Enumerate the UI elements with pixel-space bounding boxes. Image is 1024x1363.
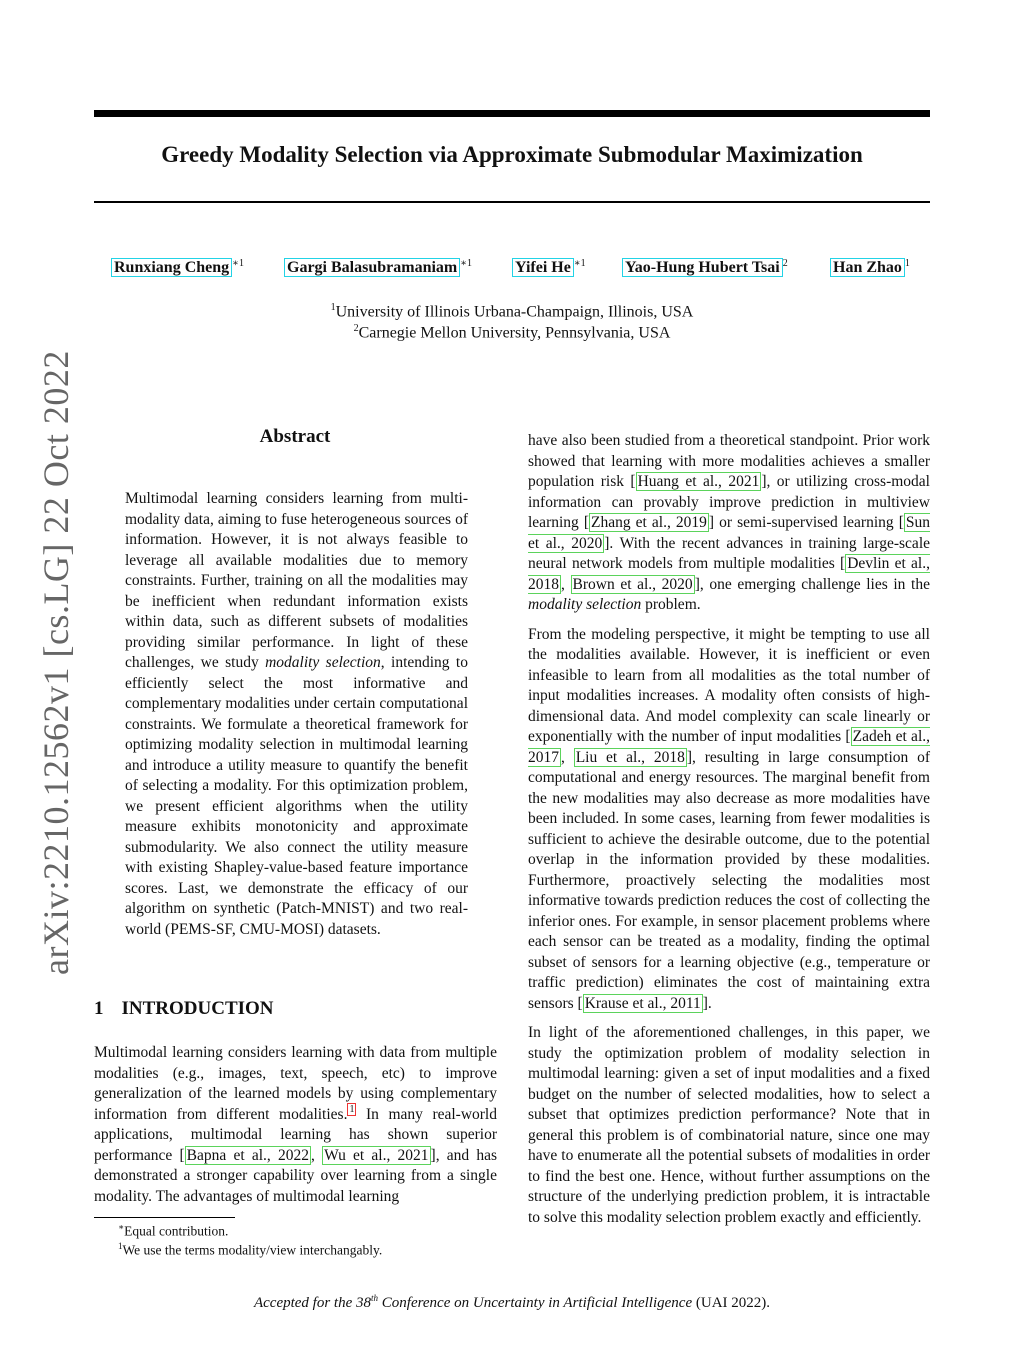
author-link[interactable]: Yao-Hung Hubert Tsai $^2$ (622, 258, 788, 277)
affiliation: $^1$University of Illinois Urbana-Champaign, Illinois, USA (330, 302, 694, 321)
title-top-rule (94, 110, 930, 117)
author-list (94, 258, 930, 284)
citation-link[interactable]: Krause et al., 2011 (584, 994, 701, 1012)
citation-link[interactable]: Liu et al., 2018 (575, 748, 685, 766)
footnote: ∗Equal contribution. (118, 1222, 229, 1239)
right-column (528, 431, 930, 1237)
author-link[interactable]: Gargi Balasubramaniam $^{∗1}$ (284, 258, 472, 277)
section-heading: 1 INTRODUCTION (94, 998, 274, 1019)
citation-link[interactable]: Brown et al., 2020 (572, 575, 693, 593)
arxiv-identifier[interactable]: arXiv:2210.12562v1 [cs.LG] 22 Oct 2022 (36, 350, 76, 975)
author-link[interactable]: Runxiang Cheng $^{∗1}$ (111, 258, 244, 277)
citation-link[interactable]: Zadeh et al., 2017 (528, 728, 930, 766)
abstract-heading: Abstract (259, 426, 331, 447)
footnote: $^1$We use the terms modality/view interchangably. (118, 1241, 383, 1258)
citation-link[interactable]: Zhang et al., 2019 (591, 514, 707, 531)
citation-link[interactable]: Devlin et al., 2018 (528, 555, 930, 593)
citation-link[interactable]: Huang et al., 2021 (637, 473, 760, 490)
footnote-rule (94, 1217, 235, 1218)
affiliation: $^2$Carnegie Mellon University, Pennsylvania, USA (353, 323, 671, 342)
citation-link[interactable]: Wu et al., 2021 (324, 1146, 429, 1164)
paper-title: Greedy Modality Selection via Approximate Submodular Maximization (161, 142, 863, 167)
intro-paragraph: In light of the aforementioned challenges, in this paper, we study the optimization problem of modality selection in multimodal learning: given a set of input modalities and a fixed budget on the number of selected modalities, how to select a subset that optimizes prediction performance? Note that in general this problem is of combinatorial nature, since one may have to enumerate all the potential subsets of modalities in order to find the best one. Hence, without further assumptions on the structure of the underlying prediction problem, it is intractable to solve this modality selection problem exactly and efficiently. (528, 1024, 930, 1226)
abstract-text: Multimodal learning considers learning from multi-modality data, aiming to fuse heterogeneous sources of information. However, it is not always feasible to leverage all available modalities due to memory constraints. Further, training on all the modalities may be inefficient when redundant information exists within data, such as different subsets of modalities providing similar performance. In light of these challenges, we study modality selection, intending to efficiently select the most informative and complementary modalities under certain computational constraints. We formulate a theoretical framework for optimizing modality selection in multimodal learning and introduce a utility measure to quantify the benefit of selecting a modality. For this optimization problem, we present efficient algorithms when the utility measure exhibits monotonicity and approximate submodularity. We also connect the utility measure with existing Shapley-value-based feature importance scores. Last, we demonstrate the efficacy of our algorithm on synthetic (Patch-MNIST) and two real-world (PEMS-SF, CMU-MOSI) datasets. (125, 490, 468, 938)
footnote-ref-link[interactable]: 1 (349, 1104, 355, 1116)
citation-link[interactable]: Bapna et al., 2022 (186, 1146, 309, 1164)
intro-paragraph: Multimodal learning considers learning with data from multiple modalities (e.g., images, text, speech, etc) to improve generalization of the learned models by using complementary information from different modalities. $^1$ In many real-world applications, multimodal learning has shown superior performance [ Bapna et al., 2022 , Wu et al., 2021 ], and has demonstrated a stronger capability over learning from a single modality. The advantages of multimodal learning (94, 1044, 497, 1205)
intro-paragraph: From the modeling perspective, it might be tempting to use all the modalities available. However, it is inefficient or even infeasible to learn from all modalities as the total number of input modalities increases. A modality often consists of high-dimensional data. And model complexity can scale linearly or exponentially with the number of input modalities [ Zadeh et al., 2017 , Liu et al., 2018 ], resulting in large consumption of computational and energy resources. The marginal benefit from the new modalities may also decrease as more modalities have been included. In some cases, learning from fewer modalities is sufficient to achieve the desirable outcome, due to the potential overlap in the information provided by these modalities. Furthermore, proactively selecting the modalities most informative towards prediction reduces the cost of collecting the inferior ones. For example, in sensor placement problems where each sensor can be treated as a modality, finding the optimal subset of sensors for a learning objective (e.g., temperature or traffic prediction) eliminates the cost of maintaining extra sensors [ Krause et al., 2011 ]. (528, 625, 931, 1012)
citation-link[interactable]: Sun et al., 2020 (528, 514, 930, 552)
author-link[interactable]: Han Zhao $^1$ (830, 258, 910, 277)
author-link[interactable]: Yifei He $^{∗1}$ (512, 258, 586, 277)
page-footer: Accepted for the 38th Conference on Uncertainty in Artificial Intelligence (UAI 2022). (253, 1293, 771, 1311)
intro-paragraph: have also been studied from a theoretical standpoint. Prior work showed that learning with more modalities achieves a smaller population risk [ Huang et al., 2021 ], or utilizing cross-modal information can provably improve prediction in multiview learning [ Zhang et al., 2019 ] or semi-supervised learning [ Sun et al., 2020 ]. With the recent advances in training large-scale neural network models from multiple modalities [ Devlin et al., 2018 , Brown et al., 2020 ], one emerging challenge lies in the modality selection problem. (528, 432, 931, 613)
title-bottom-rule (94, 201, 930, 203)
